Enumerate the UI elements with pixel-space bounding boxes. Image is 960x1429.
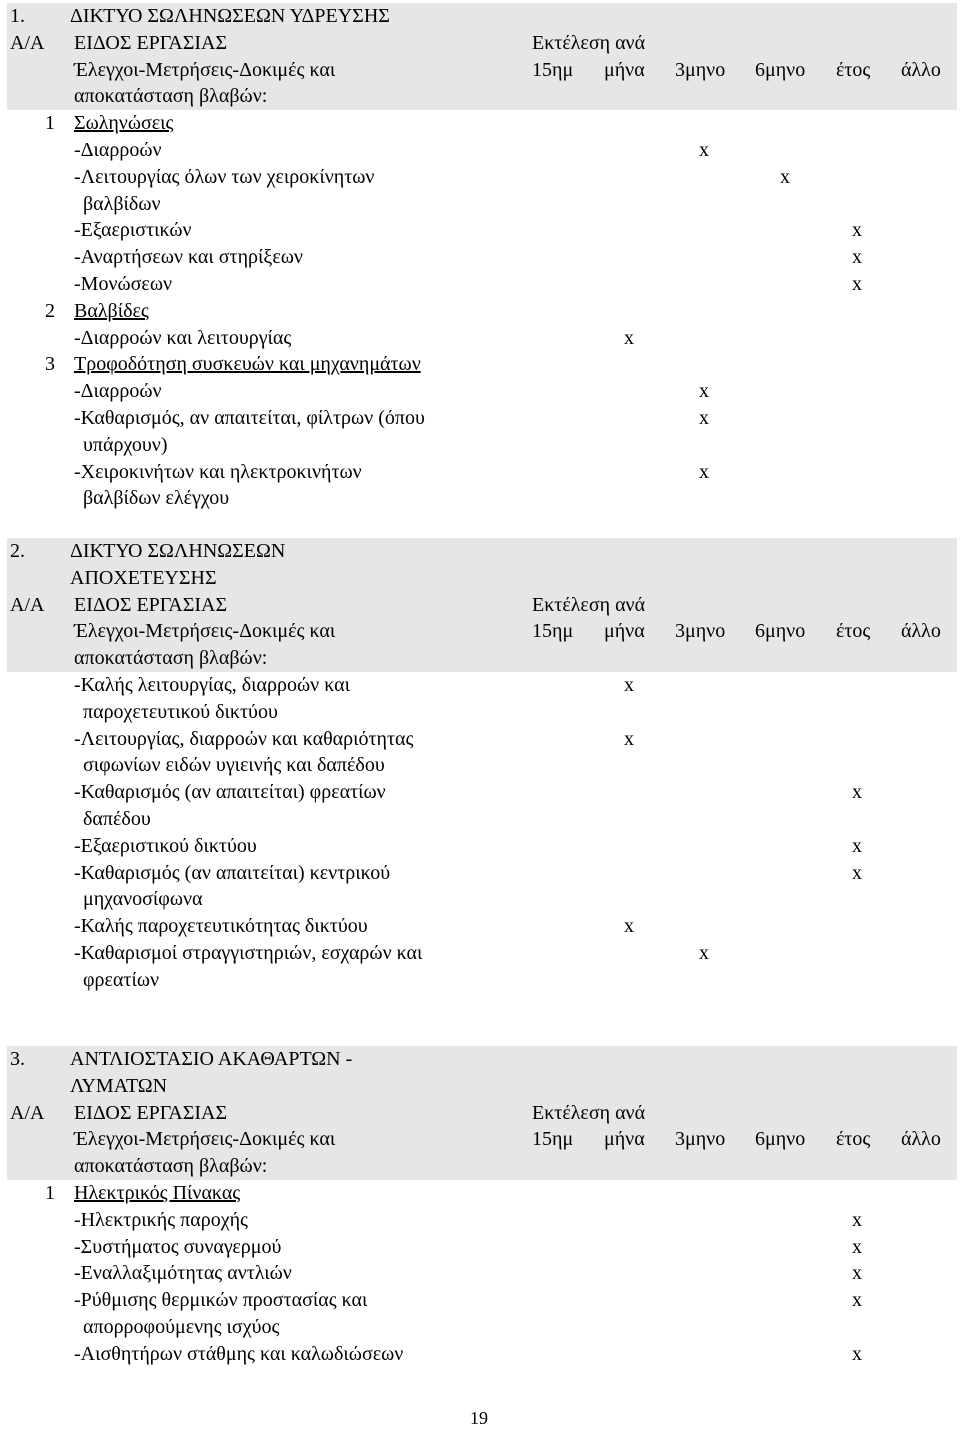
col-header-5: άλλο [901,58,941,81]
table-row [7,298,957,325]
col-header-5: άλλο [901,1128,941,1151]
table-row [7,699,957,726]
section-number: 2. [10,540,25,562]
row-number: 1 [45,1182,55,1204]
task-text: Τροφοδότηση συσκευών και μηχανημάτων [74,353,421,376]
row-number: 3 [45,353,55,376]
task-text: βαλβίδων [83,192,161,215]
task-text: -Εξαεριστικών [74,219,192,242]
aa-label: Α/Α [10,593,45,616]
table-row [7,459,957,486]
frequency-mark: x [852,1342,862,1365]
checks-label: Έλεγχοι-Μετρήσεις-Δοκιμές και [74,58,336,81]
task-text: Ηλεκτρικός Πίνακας [74,1182,241,1204]
task-text: απορροφούμενης ισχύος [83,1316,280,1338]
header-row-checks [7,618,957,645]
checks-label: Έλεγχοι-Μετρήσεις-Δοκιμές και [74,620,336,643]
frequency-mark: x [852,834,862,857]
kind-label: ΕΙΔΟΣ ΕΡΓΑΣΙΑΣ [74,593,228,616]
table-row [7,752,957,779]
col-header-4: έτος [836,1128,871,1151]
checks-label-line2: αποκατάσταση βλαβών: [74,647,268,670]
table-row [7,1180,957,1207]
frequency-mark: x [852,1208,862,1231]
section-title-text-line2: ΑΠΟΧΕΤΕΥΣΗΣ [70,566,217,589]
task-text: Βαλβίδες [74,299,149,322]
aa-label: Α/Α [10,1101,45,1124]
task-text: παροχετευτικού δικτύου [83,700,278,723]
task-text: -Καλής παροχετευτικότητας δικτύου [74,915,368,938]
task-text: βαλβίδων ελέγχου [83,487,230,510]
table-row [7,351,957,378]
header-row-checks [7,57,957,84]
header-row-checks-cont [7,1153,957,1180]
row-number: 1 [45,112,55,135]
task-text: Σωληνώσεις [74,112,174,135]
table-row [7,325,957,352]
table-row [7,244,957,271]
task-text: δαπέδου [83,808,151,830]
table-row [7,217,957,244]
task-text: -Διαρροών [74,139,162,161]
frequency-mark: x [852,781,862,804]
table-row [7,110,957,137]
page-number: 19 [470,1408,488,1428]
frequency-mark: x [624,727,634,750]
col-header-3: 6μηνο [755,1128,806,1151]
table-row [7,191,957,218]
section-title-text: ΔΙΚΤΥΟ ΣΩΛΗΝΩΣΕΩΝ [70,540,286,562]
frequency-mark: x [699,460,709,483]
kind-label: ΕΙΔΟΣ ΕΡΓΑΣΙΑΣ [74,31,228,54]
table-row [7,726,957,753]
section-title [7,538,957,565]
table-row [7,672,957,699]
frequency-mark: x [624,326,634,349]
task-text: -Ηλεκτρικής παροχής [74,1208,248,1231]
col-header-2: 3μηνο [675,620,726,643]
table-row [7,967,957,994]
task-text: υπάρχουν) [83,433,168,456]
task-text: -Λειτουργίας, διαρροών και καθαριότητας [74,727,414,750]
table-row [7,806,957,833]
section-title-cont [7,1073,957,1100]
frequency-mark: x [780,165,790,188]
table-row [7,1287,957,1314]
task-text: -Καθαρισμός (αν απαιτείται) φρεατίων [74,781,386,804]
frequency-mark: x [699,380,709,403]
section-title-cont [7,565,957,592]
row-number: 2 [45,299,55,322]
task-text: -Διαρροών και λειτουργίας [74,326,292,349]
col-header-3: 6μηνο [755,620,806,643]
header-row-checks-cont [7,83,957,110]
task-text: μηχανοσίφωνα [83,888,203,911]
section-title [7,3,957,30]
task-text: σιφωνίων ειδών υγιεινής και δαπέδου [83,754,385,777]
section-title-text: ΑΝΤΛΙΟΣΤΑΣΙΟ ΑΚΑΘΑΡΤΩΝ - [70,1048,353,1070]
header-row-checks [7,1126,957,1153]
frequency-mark: x [624,915,634,938]
col-header-1: μήνα [604,58,645,81]
checks-label: Έλεγχοι-Μετρήσεις-Δοκιμές και [74,1128,336,1151]
header-row [7,592,957,619]
table-row [7,1341,957,1368]
kind-label: ΕΙΔΟΣ ΕΡΓΑΣΙΑΣ [74,1101,228,1124]
task-text: -Χειροκινήτων και ηλεκτροκινήτων [74,460,362,483]
section-number: 1. [10,5,25,27]
task-text: -Ρύθμισης θερμικών προστασίας και [74,1289,368,1312]
section-title [7,1046,957,1073]
header-row-checks-cont [7,645,957,672]
task-text: -Εξαεριστικού δικτύου [74,834,257,857]
table-row [7,1234,957,1261]
task-text: -Καθαρισμός, αν απαιτείται, φίλτρων (όπου [74,407,425,429]
table-row [7,432,957,459]
table-row [7,833,957,860]
task-text: -Μονώσεων [74,273,173,295]
task-text: -Λειτουργίας όλων των χειροκίνητων [74,165,375,188]
frequency-mark: x [699,139,709,161]
checks-label-line2: αποκατάσταση βλαβών: [74,1155,268,1178]
table-row [7,405,957,432]
header-row [7,30,957,57]
task-text: -Διαρροών [74,380,162,403]
table-row [7,779,957,806]
frequency-mark: x [699,407,709,429]
frequency-mark: x [852,861,862,884]
frequency-mark: x [852,1262,862,1285]
col-header-3: 6μηνο [755,58,806,81]
table-row [7,164,957,191]
col-header-4: έτος [836,58,871,81]
table-row [7,913,957,940]
col-header-0: 15ημ [532,1128,574,1151]
checks-label-line2: αποκατάσταση βλαβών: [74,85,268,108]
col-header-2: 3μηνο [675,1128,726,1151]
col-header-4: έτος [836,620,871,643]
task-text: -Αισθητήρων στάθμης και καλωδιώσεων [74,1342,404,1365]
frequency-mark: x [852,1289,862,1312]
exec-label: Εκτέλεση ανά [532,593,646,616]
table-row [7,271,957,298]
col-header-5: άλλο [901,620,941,643]
table-row [7,1314,957,1341]
task-text: -Καλής λειτουργίας, διαρροών και [74,674,350,696]
section-title-text: ΔΙΚΤΥΟ ΣΩΛΗΝΩΣΕΩΝ ΥΔΡΕΥΣΗΣ [70,5,390,27]
table-row [7,137,957,164]
frequency-mark: x [852,1235,862,1258]
frequency-mark: x [699,942,709,964]
exec-label: Εκτέλεση ανά [532,1101,646,1124]
frequency-mark: x [624,674,634,696]
table-row [7,1207,957,1234]
frequency-mark: x [852,219,862,242]
table-row [7,378,957,405]
task-text: -Καθαρισμός (αν απαιτείται) κεντρικού [74,861,391,884]
table-row [7,1260,957,1287]
task-text: -Καθαρισμοί στραγγιστηριών, εσχαρών και [74,942,423,964]
table-row [7,940,957,967]
header-row [7,1100,957,1127]
section-title-text-line2: ΛΥΜΑΤΩΝ [70,1074,168,1097]
col-header-0: 15ημ [532,58,574,81]
col-header-0: 15ημ [532,620,574,643]
task-text: -Αναρτήσεων και στηρίξεων [74,246,303,269]
table-row [7,886,957,913]
section-number: 3. [10,1048,25,1070]
exec-label: Εκτέλεση ανά [532,31,646,54]
aa-label: Α/Α [10,31,45,54]
col-header-1: μήνα [604,620,645,643]
task-text: -Συστήματος συναγερμού [74,1235,282,1258]
frequency-mark: x [852,246,862,269]
table-row [7,485,957,512]
table-row [7,860,957,887]
frequency-mark: x [852,273,862,295]
task-text: φρεατίων [83,968,160,991]
col-header-1: μήνα [604,1128,645,1151]
task-text: -Εναλλαξιμότητας αντλιών [74,1262,292,1285]
col-header-2: 3μηνο [675,58,726,81]
